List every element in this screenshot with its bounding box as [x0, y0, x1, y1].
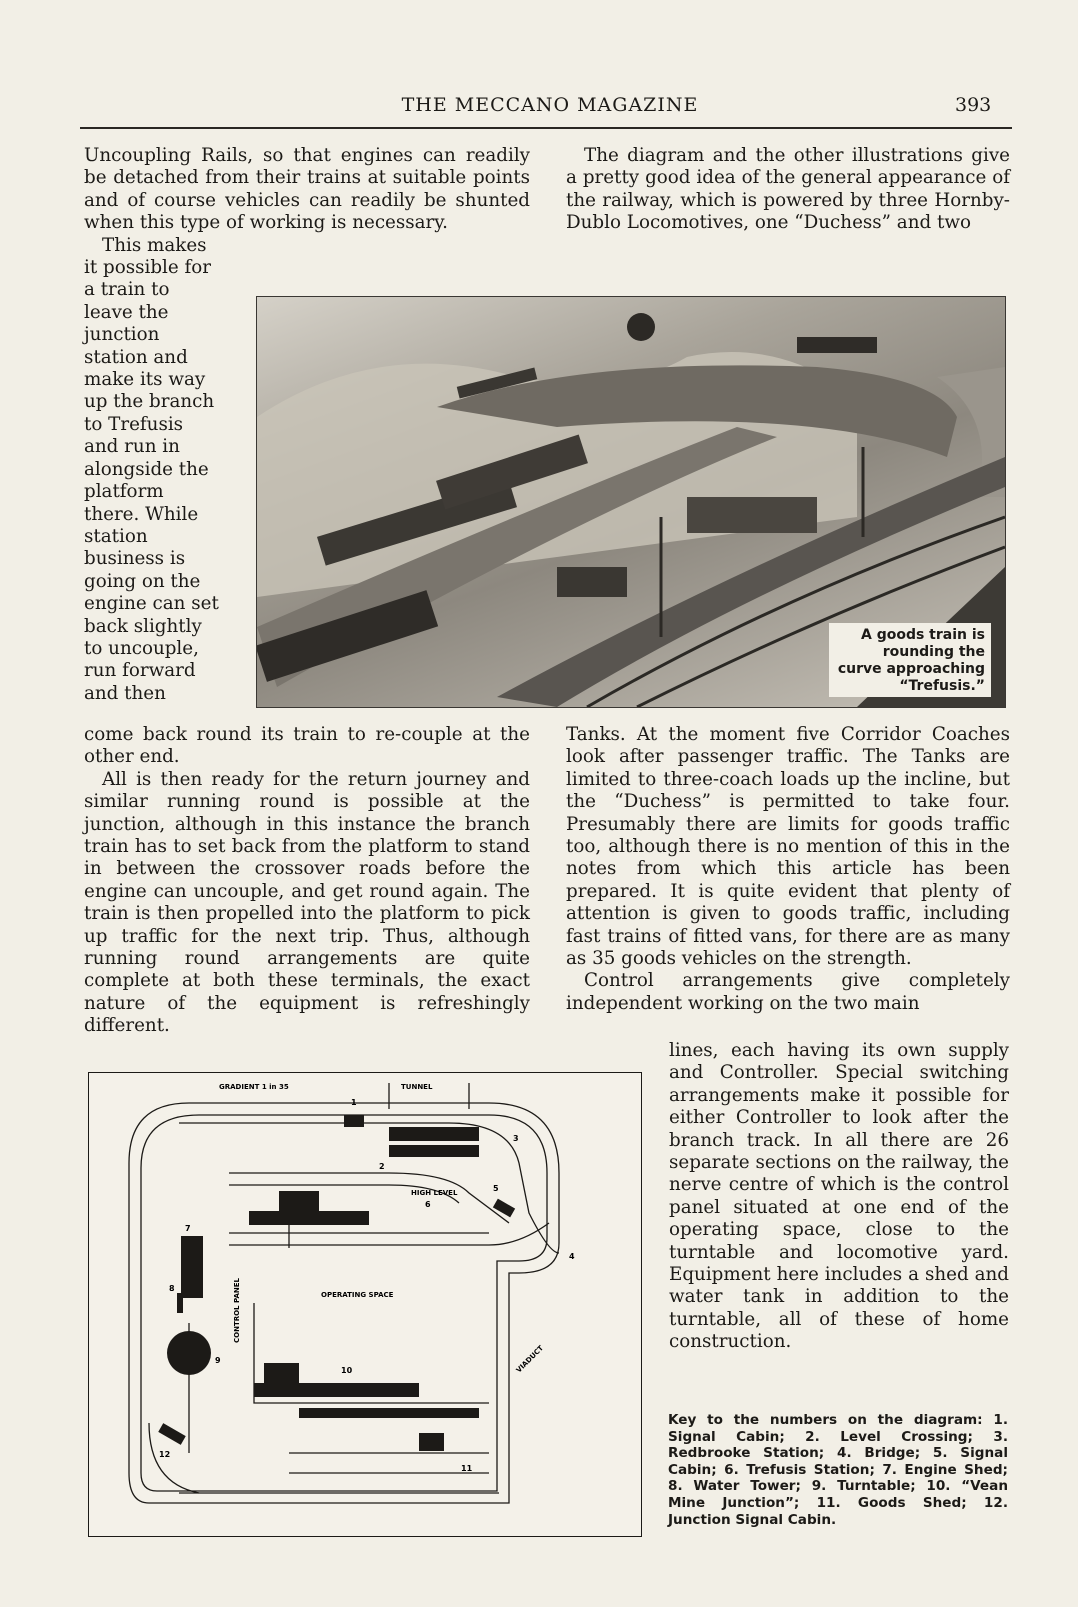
operating-space-label: OPERATING SPACE — [321, 1291, 394, 1299]
left-para-1: Uncoupling Rails, so that engines can readily be detached from their trains at suitable points and of course vehicles can readily be shunted when this type of working is necessary. — [84, 145, 530, 234]
left-para-1-cont: come back round its train to re-couple at the other end. — [84, 724, 530, 768]
diagram-number: 10 — [341, 1366, 353, 1375]
page-number: 393 — [955, 94, 992, 116]
diagram-number: 2 — [379, 1162, 385, 1171]
narrow-line: alongside the — [84, 458, 209, 480]
right-para-2-rest: lines, each having its own supply and Controller. Special switching arrangements make it possible for either Controller to look after the branch track. In all there are 26 separate sections on the railway, the nerve centre of which is the control panel situated at one end of the operating space, close to the turntable and locomotive yard. Equipment here includes a shed and water tank in addition to the turntable, all of these of home construction. — [669, 1040, 1009, 1353]
diagram-number: 12 — [159, 1450, 171, 1459]
high-level-label: HIGH LEVEL — [411, 1189, 458, 1197]
narrow-line: to Trefusis — [84, 413, 184, 435]
right-para-2-start: Control arrangements give completely independent working on the two main — [566, 970, 1010, 1014]
diagram-number: 5 — [493, 1184, 499, 1193]
narrow-line: make its way — [84, 369, 206, 391]
photo-caption: A goods train is rounding the curve approaching “Trefusis.” — [829, 623, 991, 697]
narrow-line: back slightly — [84, 615, 202, 637]
narrow-line: going on the — [84, 570, 201, 592]
left-para-2: All is then ready for the return journey and similar running round is possible at the junction, although in this instance the branch train has to set back from the platform to stand in between the crossover roads before the engine can uncouple, and get round again. The train is then propelled into the platform to pick up traffic for the next trip. Thus, although running round arrangements are quite complete at both these terminals, the exact nature of the equipment is refreshingly different. — [84, 768, 530, 1037]
diagram-number: 11 — [461, 1464, 473, 1473]
diagram-number: 6 — [425, 1200, 431, 1209]
right-para-1-cont: Tanks. At the moment five Corridor Coaches look after passenger traffic. The Tanks are limited to three-coach loads up the incline, but the “Duchess” is permitted to take four. Presumably there are limits for goods traffic too, although there is no mention of this in the notes from which this article has been prepared. It is quite evident that plenty of attention is given to goods traffic, including fast trains of fitted vans, for there are as many as 35 goods vehicles on the strength. — [566, 724, 1010, 970]
narrow-line: station — [84, 525, 148, 547]
diagram-number: 9 — [215, 1356, 221, 1365]
narrow-line: up the branch — [84, 391, 215, 413]
right-para-1: The diagram and the other illustrations give a pretty good idea of the general appearance of the railway, which is powered by three Hornby-Dublo Locomotives, one “Duchess” and two — [566, 145, 1010, 234]
left-column-lower — [84, 724, 530, 1038]
diagram-number: 4 — [569, 1252, 575, 1261]
narrow-line: This makes — [102, 234, 207, 256]
right-column-top — [566, 145, 1010, 235]
right-narrow-text — [669, 1040, 1009, 1354]
narrow-line: it possible for — [84, 257, 212, 279]
narrow-line: junction — [84, 324, 160, 346]
left-narrow-text — [84, 235, 234, 706]
tunnel-label: TUNNEL — [401, 1083, 433, 1091]
narrow-line: platform — [84, 481, 164, 503]
diagram-number: 8 — [169, 1284, 175, 1293]
page-header-title: THE MECCANO MAGAZINE — [401, 94, 699, 116]
viaduct-label: VIADUCT — [514, 1344, 546, 1375]
track-layout-diagram — [88, 1072, 642, 1537]
narrow-line: leave the — [84, 301, 169, 323]
diagram-number: 7 — [185, 1224, 191, 1233]
narrow-line: business is — [84, 548, 186, 570]
narrow-line: a train to — [84, 279, 170, 301]
header-rule — [80, 127, 1012, 129]
narrow-line: engine can set — [84, 593, 219, 615]
gradient-label: GRADIENT 1 in 35 — [219, 1083, 289, 1091]
narrow-line: run forward — [84, 660, 196, 682]
control-panel-label: CONTROL PANEL — [233, 1278, 241, 1343]
narrow-line: to uncouple, — [84, 637, 199, 659]
model-railway-photo — [256, 296, 1006, 708]
diagram-number: 1 — [351, 1098, 357, 1107]
track-diagram-drawing — [89, 1073, 641, 1536]
narrow-line: there. While — [84, 503, 199, 525]
right-column-lower — [566, 724, 1010, 1015]
narrow-line: and then — [84, 682, 166, 704]
diagram-number: 3 — [513, 1134, 519, 1143]
diagram-key: Key to the numbers on the diagram: 1. Signal Cabin; 2. Level Crossing; 3. Redbrooke Station; 4. Bridge; 5. Signal Cabin; 6. Trefusis Station; 7. Engine Shed; 8. Water Tower; 9. Turntable; 10. “Vean Mine Junction”; 11. Goods Shed; 12. Junction Signal Cabin. — [668, 1412, 1008, 1528]
narrow-line: and run in — [84, 436, 180, 458]
narrow-line: station and — [84, 346, 188, 368]
